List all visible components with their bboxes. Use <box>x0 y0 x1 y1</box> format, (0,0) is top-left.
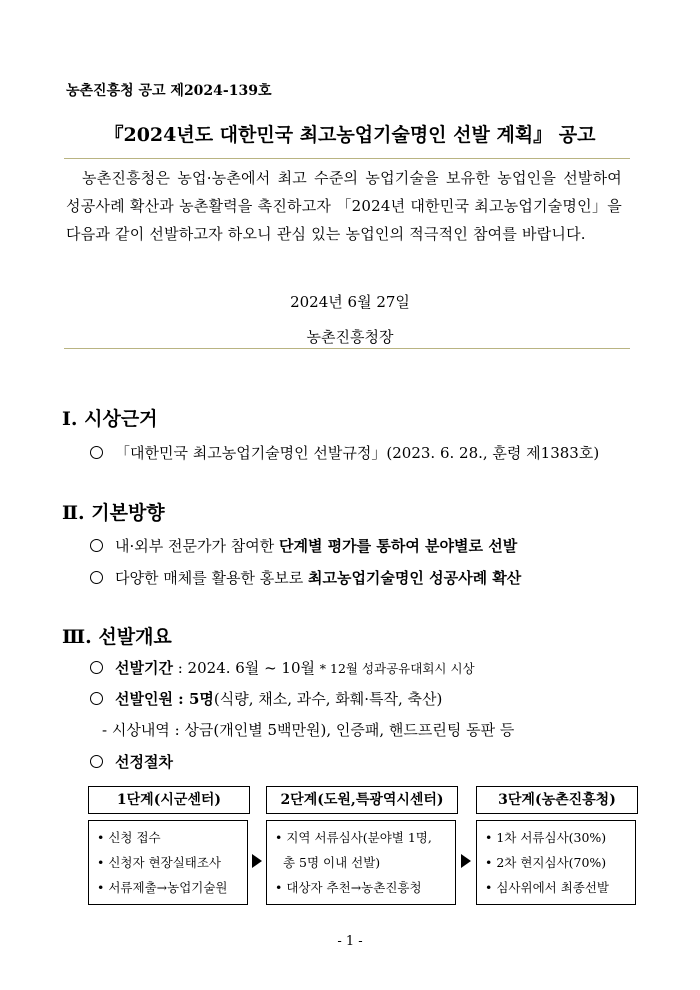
circle-bullet-icon <box>90 571 103 584</box>
stage-3-item: • 2차 현지심사(70%) <box>485 855 607 870</box>
stage-2-item: • 대상자 추천→농촌진흥청 <box>275 880 422 895</box>
stage-arrow-icon <box>461 854 471 868</box>
section-2-bullet-2: 다양한 매체를 활용한 홍보로 최고농업기술명인 성공사례 확산 <box>90 567 521 588</box>
section-2-title: Ⅱ. 기본방향 <box>62 502 165 524</box>
top-divider <box>64 158 630 159</box>
circle-bullet-icon <box>90 539 103 552</box>
circle-bullet-icon <box>90 692 103 705</box>
stage-3-item: • 1차 서류심사(30%) <box>485 830 607 845</box>
section-1-bullet-1: 「대한민국 최고농업기술명인 선발규정」(2023. 6. 28., 훈령 제1383호) <box>90 442 599 463</box>
stage-2-item: 총 5명 이내 선발) <box>275 855 381 870</box>
award-note: * 12월 성과공유대회시 시상 <box>319 661 475 676</box>
section-3-bullet-count: 선발인원 : 5명(식량, 채소, 과수, 화훼·특작, 축산) <box>90 688 442 709</box>
stage-2-item: • 지역 서류심사(분야별 1명, <box>275 830 432 845</box>
announcement-number: 농촌진흥청 공고 제2024-139호 <box>66 83 272 99</box>
section-3-bullet-period: 선발기간 : 2024. 6월 ~ 10월 * 12월 성과공유대회시 시상 <box>90 657 475 678</box>
bottom-divider <box>64 348 630 349</box>
stage-1-item: • 신청자 현장실태조사 <box>97 855 221 870</box>
stage-3-header: 3단계(농촌진흥청) <box>476 786 638 814</box>
stage-arrow-icon <box>252 854 262 868</box>
stage-2-body <box>266 820 456 905</box>
stage-3-item: • 심사위에서 최종선발 <box>485 880 609 895</box>
stage-1-header: 1단계(시군센터) <box>88 786 250 814</box>
intro-paragraph: 농촌진흥청은 농업·농촌에서 최고 수준의 농업기술을 보유한 농업인을 선발하여 성공사례 확산과 농촌활력을 촉진하고자 「2024년 대한민국 최고농업기술명인」을 다음과 같이 선발하고자 하오니 관심 있는 농업인의 적극적인 참여를 바랍니다. <box>66 169 622 243</box>
stage-1-body <box>88 820 248 905</box>
issuer: 농촌진흥청장 <box>306 328 394 346</box>
document-title: 『2024년도 대한민국 최고농업기술명인 선발 계획』 공고 <box>104 124 596 146</box>
circle-bullet-icon <box>90 755 103 768</box>
stage-1-item: • 신청 접수 <box>97 830 161 845</box>
stage-3-body <box>476 820 636 905</box>
stage-1-item: • 서류제출→농업기술원 <box>97 880 228 895</box>
circle-bullet-icon <box>90 661 103 674</box>
section-2-bullet-1: 내·외부 전문가가 참여한 단계별 평가를 통하여 분야별로 선발 <box>90 535 517 556</box>
section-1-title: Ⅰ. 시상근거 <box>62 408 158 430</box>
page-number: - 1 - <box>337 934 363 949</box>
section-3-title: Ⅲ. 선발개요 <box>62 626 172 648</box>
stage-2-header: 2단계(도원,특광역시센터) <box>266 786 458 814</box>
announcement-date: 2024년 6월 27일 <box>290 293 410 311</box>
circle-bullet-icon <box>90 446 103 459</box>
prize-details: - 시상내역 : 상금(개인별 5백만원), 인증패, 핸드프린팅 동판 등 <box>102 721 515 739</box>
section-3-bullet-procedure: 선정절차 <box>90 751 173 772</box>
